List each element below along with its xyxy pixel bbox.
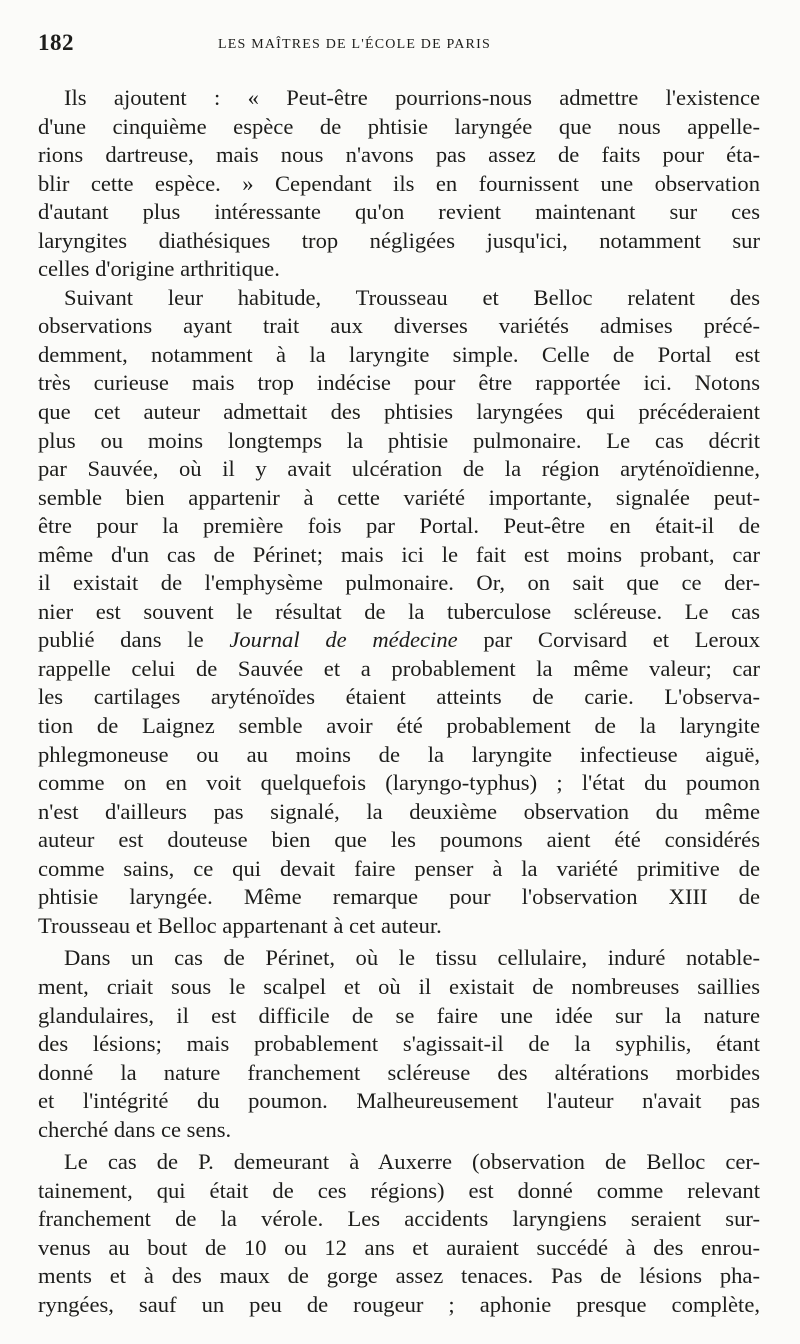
text-line: plus ou moins longtemps la phtisie pulmonaire. Le cas décrit [38, 427, 760, 453]
text-line: demment, notamment à la laryngite simple. Celle de Portal est [38, 341, 760, 367]
text-line-with-italic [38, 626, 760, 655]
text-line: phlegmoneuse ou au moins de la laryngite infectieuse aiguë, [38, 741, 760, 767]
text-line: venus au bout de 10 ou 12 ans et auraient succédé à des enrou- [38, 1234, 760, 1260]
text-line: comme on en voit quelquefois (laryngo-typhus) ; l'état du poumon [38, 770, 760, 796]
text-line: ments et à des maux de gorge assez tenaces. Pas de lésions pha- [38, 1263, 760, 1289]
text-line: n'est d'ailleurs pas signalé, la deuxième observation du même [38, 798, 760, 824]
text-line: Trousseau et Belloc appartenant à cet auteur. [38, 912, 442, 938]
text-line: des lésions; mais probablement s'agissait-il de la syphilis, étant [38, 1031, 760, 1057]
text-line: ment, criait sous le scalpel et où il existait de nombreuses saillies [38, 973, 760, 999]
text-line: être pour la première fois par Portal. Peut-être en était-il de [38, 513, 760, 539]
body-text [38, 84, 760, 1320]
text-line: d'une cinquième espèce de phtisie laryngée que nous appelle- [38, 113, 760, 139]
text-line: rions dartreuse, mais nous n'avons pas assez de faits pour éta- [38, 142, 760, 168]
text-line: les cartilages aryténoïdes étaient atteints de carie. L'observa- [38, 684, 760, 710]
text-line: franchement de la vérole. Les accidents laryngiens seraient sur- [38, 1206, 760, 1232]
text-line: semble bien appartenir à cette variété importante, signalée peut- [38, 484, 760, 510]
page-header [38, 30, 758, 64]
journal-title: Journal de médecine [229, 627, 458, 653]
text-line: blir cette espèce. » Cependant ils en fournissent une observation [38, 170, 760, 196]
text-line: Ils ajoutent : « Peut-être pourrions-nous admettre l'existence [64, 85, 760, 110]
text-line: très curieuse mais trop indécise pour être rapportée ici. Notons [38, 370, 760, 396]
text-line: nier est souvent le résultat de la tuberculose scléreuse. Le cas [38, 598, 760, 624]
text-line: laryngites diathésiques trop négligées jusqu'ici, notamment sur [38, 227, 760, 253]
text-line: auteur est douteuse bien que les poumons aient été considérés [38, 827, 760, 853]
text-line: observations ayant trait aux diverses variétés admises précé- [38, 313, 760, 339]
text-line: tion de Laignez semble avoir été probablement de la laryngite [38, 713, 760, 739]
page-number: 182 [38, 30, 74, 55]
text-line: tainement, qui était de ces régions) est donné comme relevant [38, 1177, 760, 1203]
text-fragment: par Corvisard et Leroux [457, 627, 760, 653]
text-line: phtisie laryngée. Même remarque pour l'observation XIII de [38, 884, 760, 910]
text-line: même d'un cas de Périnet; mais ici le fait est moins probant, car [38, 541, 760, 567]
text-line: Dans un cas de Périnet, où le tissu cellulaire, induré notable- [64, 945, 760, 971]
text-line: comme sains, ce qui devait faire penser à la variété primitive de [38, 855, 760, 881]
text-line: rappelle celui de Sauvée et a probablement la même valeur; car [38, 655, 760, 681]
text-line: Suivant leur habitude, Trousseau et Belloc relatent des [64, 284, 760, 310]
text-line: d'autant plus intéressante qu'on revient maintenant sur ces [38, 199, 760, 225]
text-line: par Sauvée, où il y avait ulcération de la région aryténoïdienne, [38, 456, 760, 482]
running-head: LES MAÎTRES DE L'ÉCOLE DE PARIS [218, 37, 491, 52]
text-line: cherché dans ce sens. [38, 1116, 232, 1142]
text-line: Le cas de P. demeurant à Auxerre (observation de Belloc cer- [64, 1149, 760, 1175]
text-fragment: publié dans le [38, 627, 230, 653]
text-line: ryngées, sauf un peu de rougeur ; aphonie presque complète, [38, 1291, 760, 1317]
text-line: que cet auteur admettait des phtisies laryngées qui précéderaient [38, 399, 760, 425]
text-line: il existait de l'emphysème pulmonaire. Or, on sait que ce der- [38, 570, 760, 596]
text-line: glandulaires, il est difficile de se faire une idée sur la nature [38, 1002, 760, 1028]
text-line: donné la nature franchement scléreuse des altérations morbides [38, 1059, 760, 1085]
text-line: et l'intégrité du poumon. Malheureusement l'auteur n'avait pas [38, 1088, 760, 1114]
text-line: celles d'origine arthritique. [38, 256, 280, 282]
